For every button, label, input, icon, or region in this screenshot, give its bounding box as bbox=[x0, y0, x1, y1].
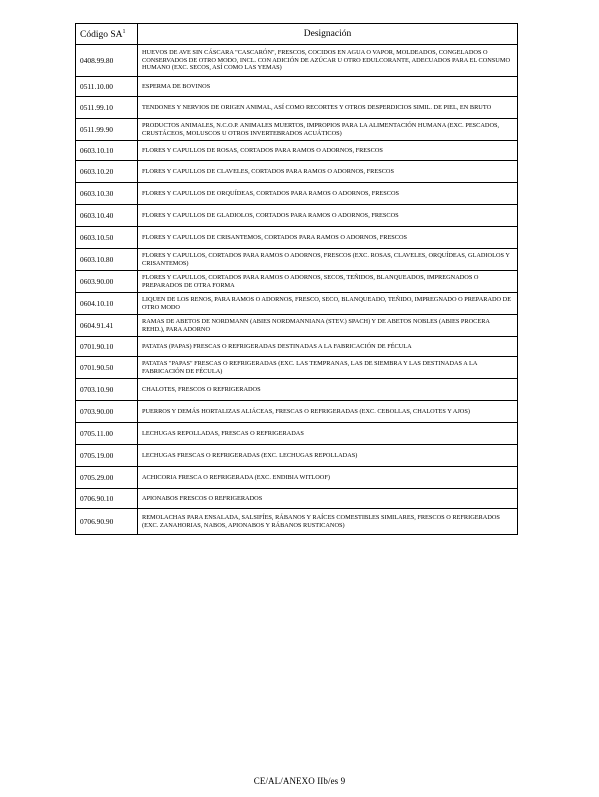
column-header-code-label: Código SA bbox=[80, 29, 123, 40]
table-row bbox=[76, 445, 518, 467]
hs-code-cell: 0701.90.10 bbox=[76, 337, 138, 357]
table-row bbox=[76, 423, 518, 445]
footnote-marker: 1 bbox=[122, 28, 126, 35]
hs-code-cell: 0703.10.90 bbox=[76, 379, 138, 401]
hs-code-cell: 0604.91.41 bbox=[76, 315, 138, 337]
table-row bbox=[76, 271, 518, 293]
hs-code-cell: 0706.90.90 bbox=[76, 509, 138, 535]
hs-code-cell: 0604.10.10 bbox=[76, 293, 138, 315]
hs-code-cell: 0703.90.00 bbox=[76, 401, 138, 423]
designation-cell: FLORES Y CAPULLOS DE CRISANTEMOS, CORTADOS PARA RAMOS O ADORNOS, FRESCOS bbox=[138, 227, 518, 249]
designation-cell: FLORES Y CAPULLOS, CORTADOS PARA RAMOS O ADORNOS, FRESCOS (EXC. ROSAS, CLAVELES, ORQUÍDEAS, GLADIOLOS Y CRISANTEMOS) bbox=[138, 249, 518, 271]
hs-code-cell: 0511.99.90 bbox=[76, 119, 138, 141]
table-row bbox=[76, 161, 518, 183]
table-row bbox=[76, 337, 518, 357]
designation-cell: PATATAS "PAPAS" FRESCAS O REFRIGERADAS (EXC. LAS TEMPRANAS, LAS DE SIEMBRA Y LAS DESTINADAS A LA FABRICACIÓN DE FÉCULA) bbox=[138, 357, 518, 379]
designation-cell: RAMAS DE ABETOS DE NORDMANN (ABIES NORDMANNIANA (STEV.) SPACH) Y DE ABETOS NOBLES (ABIES PROCERA REHD.), PARA ADORNO bbox=[138, 315, 518, 337]
column-header-code bbox=[76, 24, 138, 45]
table-row bbox=[76, 227, 518, 249]
table-row bbox=[76, 119, 518, 141]
table-row bbox=[76, 293, 518, 315]
designation-cell: HUEVOS DE AVE SIN CÁSCARA "CASCARÓN", FRESCOS, COCIDOS EN AGUA O VAPOR, MOLDEADOS, CONGELADOS O CONSERVADOS DE OTRO MODO, INCL. CON ADICIÓN DE AZÚCAR U OTRO EDULCORANTE, ADECUADOS PARA EL CONSUMO HUMANO (EXC. SECOS, ASÍ COMO LAS YEMAS) bbox=[138, 45, 518, 77]
hs-code-cell: 0603.90.00 bbox=[76, 271, 138, 293]
hs-code-cell: 0705.11.00 bbox=[76, 423, 138, 445]
designation-cell: REMOLACHAS PARA ENSALADA, SALSIFÍES, RÁBANOS Y RAÍCES COMESTIBLES SIMILARES, FRESCOS O REFRIGERADOS (EXC. ZANAHORIAS, NABOS, APIONABOS Y RÁBANOS RUSTICANOS) bbox=[138, 509, 518, 535]
designation-cell: LIQUEN DE LOS RENOS, PARA RAMOS O ADORNOS, FRESCO, SECO, BLANQUEADO, TEÑIDO, IMPREGNADO O PREPARADO DE OTRO MODO bbox=[138, 293, 518, 315]
hs-code-cell: 0701.90.50 bbox=[76, 357, 138, 379]
hs-code-cell: 0603.10.40 bbox=[76, 205, 138, 227]
hs-code-cell: 0603.10.80 bbox=[76, 249, 138, 271]
hs-code-cell: 0603.10.10 bbox=[76, 141, 138, 161]
designation-cell: FLORES Y CAPULLOS, CORTADOS PARA RAMOS O ADORNOS, SECOS, TEÑIDOS, BLANQUEADOS, IMPREGNADOS O PREPARADOS DE OTRA FORMA bbox=[138, 271, 518, 293]
designation-cell: LECHUGAS FRESCAS O REFRIGERADAS (EXC. LECHUGAS REPOLLADAS) bbox=[138, 445, 518, 467]
designation-cell: FLORES Y CAPULLOS DE ROSAS, CORTADOS PARA RAMOS O ADORNOS, FRESCOS bbox=[138, 141, 518, 161]
designation-cell: PATATAS (PAPAS) FRESCAS O REFRIGERADAS DESTINADAS A LA FABRICACIÓN DE FÉCULA bbox=[138, 337, 518, 357]
designation-cell: FLORES Y CAPULLOS DE GLADIOLOS, CORTADOS PARA RAMOS O ADORNOS, FRESCOS bbox=[138, 205, 518, 227]
table-row bbox=[76, 77, 518, 97]
table-row bbox=[76, 315, 518, 337]
hs-code-cell: 0603.10.20 bbox=[76, 161, 138, 183]
table-row bbox=[76, 489, 518, 509]
hs-code-cell: 0705.29.00 bbox=[76, 467, 138, 489]
table-row bbox=[76, 183, 518, 205]
designation-cell: LECHUGAS REPOLLADAS, FRESCAS O REFRIGERADAS bbox=[138, 423, 518, 445]
table-body bbox=[76, 45, 518, 535]
table-header-row bbox=[76, 24, 518, 45]
table-row bbox=[76, 467, 518, 489]
table-row bbox=[76, 141, 518, 161]
table-row bbox=[76, 205, 518, 227]
table-row bbox=[76, 357, 518, 379]
designation-cell: APIONABOS FRESCOS O REFRIGERADOS bbox=[138, 489, 518, 509]
table-row bbox=[76, 45, 518, 77]
column-header-designation: Designación bbox=[138, 24, 518, 45]
designation-cell: FLORES Y CAPULLOS DE ORQUÍDEAS, CORTADOS PARA RAMOS O ADORNOS, FRESCOS bbox=[138, 183, 518, 205]
hs-code-cell: 0511.10.00 bbox=[76, 77, 138, 97]
table-row bbox=[76, 509, 518, 535]
hs-code-cell: 0706.90.10 bbox=[76, 489, 138, 509]
designation-cell: TENDONES Y NERVIOS DE ORIGEN ANIMAL, ASÍ COMO RECORTES Y OTROS DESPERDICIOS SIMIL. DE PIEL, EN BRUTO bbox=[138, 97, 518, 119]
designation-cell: PUERROS Y DEMÁS HORTALIZAS ALIÁCEAS, FRESCAS O REFRIGERADAS (EXC. CEBOLLAS, CHALOTES Y AJOS) bbox=[138, 401, 518, 423]
designation-cell: CHALOTES, FRESCOS O REFRIGERADOS bbox=[138, 379, 518, 401]
hs-code-cell: 0705.19.00 bbox=[76, 445, 138, 467]
table-row bbox=[76, 379, 518, 401]
hs-code-cell: 0603.10.30 bbox=[76, 183, 138, 205]
designation-cell: FLORES Y CAPULLOS DE CLAVELES, CORTADOS PARA RAMOS O ADORNOS, FRESCOS bbox=[138, 161, 518, 183]
hs-code-cell: 0511.99.10 bbox=[76, 97, 138, 119]
table-row bbox=[76, 97, 518, 119]
table-row bbox=[76, 401, 518, 423]
hs-code-cell: 0603.10.50 bbox=[76, 227, 138, 249]
designation-cell: PRODUCTOS ANIMALES, N.C.O.P. ANIMALES MUERTOS, IMPROPIOS PARA LA ALIMENTACIÓN HUMANA (EXC. PESCADOS, CRUSTÁCEOS, MOLUSCOS U OTROS INVERTEBRADOS ACUÁTICOS) bbox=[138, 119, 518, 141]
page-footer: CE/AL/ANEXO IIb/es 9 bbox=[253, 776, 346, 786]
tariff-table bbox=[75, 23, 518, 535]
designation-cell: ACHICORIA FRESCA O REFRIGERADA (EXC. ENDIBIA WITLOOF) bbox=[138, 467, 518, 489]
hs-code-cell: 0408.99.80 bbox=[76, 45, 138, 77]
designation-cell: ESPERMA DE BOVINOS bbox=[138, 77, 518, 97]
table-row bbox=[76, 249, 518, 271]
